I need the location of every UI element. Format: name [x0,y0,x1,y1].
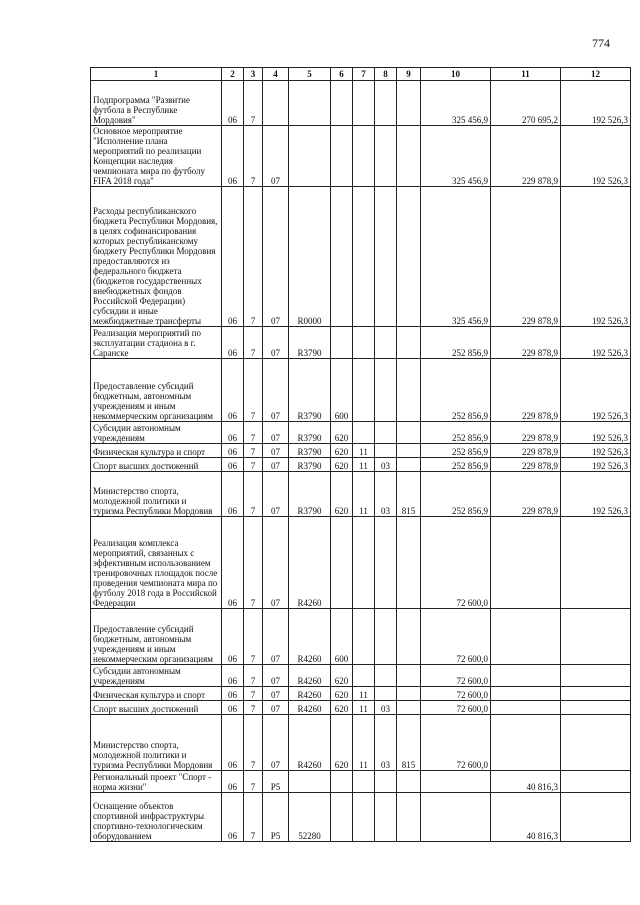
col10-value-cell [421,793,491,842]
row-name-cell: Физическая культура и спорт [91,444,222,458]
col2-cell: 06 [222,715,244,771]
col4-cell: 07 [263,422,289,444]
col3-cell: 7 [244,771,263,793]
col5-cell: R3790 [289,422,331,444]
col5-cell: R4260 [289,715,331,771]
col3-cell: 7 [244,327,263,359]
table-row [91,126,631,187]
col11-value-cell [491,609,561,665]
col12-value-cell [561,701,631,715]
col10-value-cell: 72 600,0 [421,701,491,715]
col7-cell [353,359,375,422]
col9-cell [397,422,421,444]
col9-cell [397,609,421,665]
col6-cell [331,126,353,187]
col3-cell: 7 [244,609,263,665]
row-name-cell: Министерство спорта, молодежной политики и туризма Республики Мордовия [91,472,222,517]
col4-cell [263,81,289,126]
col2-cell: 06 [222,422,244,444]
col9-cell [397,701,421,715]
col5-cell: R4260 [289,687,331,701]
col2-cell: 06 [222,793,244,842]
col8-cell [375,517,397,609]
col8-cell: 03 [375,458,397,472]
col7-cell: 11 [353,715,375,771]
col6-cell: 620 [331,422,353,444]
col7-cell [353,517,375,609]
col12-value-cell: 192 526,3 [561,458,631,472]
col7-cell: 11 [353,472,375,517]
col11-value-cell: 229 878,9 [491,458,561,472]
col11-value-cell [491,701,561,715]
col12-value-cell [561,517,631,609]
col11-value-cell: 40 816,3 [491,771,561,793]
col8-cell [375,422,397,444]
table-row [91,81,631,126]
col3-cell: 7 [244,359,263,422]
row-name-cell: Министерство спорта, молодежной политики и туризма Республики Мордовия [91,715,222,771]
col7-cell [353,327,375,359]
table-row [91,458,631,472]
table-row [91,701,631,715]
col12-value-cell [561,771,631,793]
col9-cell: 815 [397,472,421,517]
row-name-cell: Предоставление субсидий бюджетным, автономным учреждениям и иным некоммерческим организациям [91,359,222,422]
col2-cell: 06 [222,327,244,359]
row-name-cell: Физическая культура и спорт [91,687,222,701]
table-row [91,517,631,609]
row-name-cell: Подпрограмма "Развитие футбола в Республике Мордовия" [91,81,222,126]
col7-cell [353,81,375,126]
col3-cell: 7 [244,422,263,444]
col12-value-cell: 192 526,3 [561,327,631,359]
col8-cell: 03 [375,472,397,517]
col11-value-cell: 270 695,2 [491,81,561,126]
table-row [91,472,631,517]
table-row [91,771,631,793]
table-row [91,715,631,771]
row-name-cell: Спорт высших достижений [91,458,222,472]
col6-cell: 620 [331,458,353,472]
col4-cell: 07 [263,665,289,687]
col4-cell: 07 [263,687,289,701]
col4-cell: 07 [263,126,289,187]
col11-value-cell: 229 878,9 [491,472,561,517]
col2-cell: 06 [222,687,244,701]
col8-cell: 03 [375,715,397,771]
col6-cell: 600 [331,359,353,422]
col2-cell: 06 [222,359,244,422]
col3-cell: 7 [244,458,263,472]
row-name-cell: Реализация мероприятий по эксплуатации стадиона в г. Саранске [91,327,222,359]
col6-cell: 620 [331,715,353,771]
col10-value-cell: 72 600,0 [421,665,491,687]
col7-cell [353,771,375,793]
col9-cell [397,359,421,422]
col8-cell [375,126,397,187]
col4-cell: 07 [263,359,289,422]
col7-cell: 11 [353,458,375,472]
col9-cell [397,327,421,359]
col5-cell: R4260 [289,609,331,665]
col5-cell [289,81,331,126]
col10-value-cell: 252 856,9 [421,359,491,422]
col3-cell: 7 [244,517,263,609]
col8-cell [375,687,397,701]
col10-value-cell: 72 600,0 [421,609,491,665]
col3-cell: 7 [244,444,263,458]
col11-value-cell [491,517,561,609]
col5-cell: R3790 [289,444,331,458]
row-name-cell: Субсидии автономным учреждениям [91,665,222,687]
col2-cell: 06 [222,771,244,793]
col9-cell [397,793,421,842]
col11-value-cell: 229 878,9 [491,327,561,359]
col2-cell: 06 [222,458,244,472]
col10-value-cell: 252 856,9 [421,444,491,458]
col10-value-cell: 252 856,9 [421,422,491,444]
row-name-cell: Региональный проект "Спорт - норма жизни" [91,771,222,793]
col4-cell: 07 [263,701,289,715]
col8-cell [375,793,397,842]
col11-value-cell: 229 878,9 [491,187,561,327]
column-header: 4 [263,68,289,81]
table-row [91,422,631,444]
col12-value-cell [561,793,631,842]
col5-cell: R0000 [289,187,331,327]
col8-cell [375,665,397,687]
column-header: 2 [222,68,244,81]
col12-value-cell: 192 526,3 [561,444,631,458]
col3-cell: 7 [244,687,263,701]
col12-value-cell [561,687,631,701]
col5-cell [289,126,331,187]
col3-cell: 7 [244,793,263,842]
col11-value-cell: 229 878,9 [491,422,561,444]
col12-value-cell [561,665,631,687]
page-number: 774 [592,36,610,50]
column-header: 5 [289,68,331,81]
col4-cell: 07 [263,517,289,609]
col11-value-cell: 229 878,9 [491,444,561,458]
col6-cell [331,793,353,842]
col3-cell: 7 [244,472,263,517]
col2-cell: 06 [222,81,244,126]
col7-cell [353,793,375,842]
col8-cell [375,771,397,793]
col7-cell [353,126,375,187]
col8-cell: 03 [375,701,397,715]
col2-cell: 06 [222,187,244,327]
col5-cell: 52280 [289,793,331,842]
col4-cell: P5 [263,771,289,793]
row-name-cell: Реализация комплекса мероприятий, связанных с эффективным использованием тренировочных площадок после проведения чемпионата мира по футболу 2018 года в Российской Федерации [91,517,222,609]
table-row [91,444,631,458]
col2-cell: 06 [222,701,244,715]
col3-cell: 7 [244,665,263,687]
col6-cell: 620 [331,701,353,715]
col11-value-cell [491,715,561,771]
col6-cell: 620 [331,665,353,687]
col8-cell [375,359,397,422]
col9-cell [397,444,421,458]
col7-cell: 11 [353,701,375,715]
column-header: 12 [561,68,631,81]
col10-value-cell: 325 456,9 [421,81,491,126]
col10-value-cell [421,771,491,793]
col8-cell [375,327,397,359]
col4-cell: 07 [263,472,289,517]
column-header: 10 [421,68,491,81]
col6-cell: 620 [331,444,353,458]
col10-value-cell: 72 600,0 [421,715,491,771]
col12-value-cell [561,715,631,771]
row-name-cell: Расходы республиканского бюджета Республики Мордовия, в целях софинансирования которых республиканскому бюджету Республики Мордовия предоставляются из федерального бюджета (бюджетов государственных внебюджетных фондов Российской Федерации) субсидии и иные межбюджетные трансферты [91,187,222,327]
col11-value-cell [491,687,561,701]
column-header: 11 [491,68,561,81]
column-header: 7 [353,68,375,81]
table-row [91,793,631,842]
col7-cell [353,187,375,327]
col4-cell: 07 [263,458,289,472]
col2-cell: 06 [222,665,244,687]
col9-cell [397,687,421,701]
col3-cell: 7 [244,715,263,771]
col6-cell: 600 [331,609,353,665]
column-header: 3 [244,68,263,81]
col12-value-cell: 192 526,3 [561,359,631,422]
column-header: 1 [91,68,222,81]
col3-cell: 7 [244,126,263,187]
col2-cell: 06 [222,517,244,609]
table-row [91,359,631,422]
col7-cell: 11 [353,687,375,701]
col11-value-cell: 229 878,9 [491,359,561,422]
col6-cell [331,81,353,126]
col7-cell: 11 [353,444,375,458]
column-header: 8 [375,68,397,81]
col2-cell: 06 [222,126,244,187]
col10-value-cell: 72 600,0 [421,517,491,609]
col10-value-cell: 252 856,9 [421,458,491,472]
col12-value-cell: 192 526,3 [561,472,631,517]
col2-cell: 06 [222,472,244,517]
table-row [91,687,631,701]
col12-value-cell: 192 526,3 [561,126,631,187]
col2-cell: 06 [222,444,244,458]
col9-cell [397,665,421,687]
col10-value-cell: 252 856,9 [421,472,491,517]
col5-cell: R4260 [289,665,331,687]
row-name-cell: Спорт высших достижений [91,701,222,715]
col6-cell [331,517,353,609]
col6-cell: 620 [331,472,353,517]
col9-cell [397,771,421,793]
col5-cell: R4260 [289,701,331,715]
col12-value-cell: 192 526,3 [561,422,631,444]
budget-table [90,67,631,842]
col5-cell: R3790 [289,327,331,359]
col5-cell: R3790 [289,458,331,472]
col2-cell: 06 [222,609,244,665]
col10-value-cell: 325 456,9 [421,126,491,187]
col9-cell [397,187,421,327]
col6-cell [331,327,353,359]
row-name-cell: Предоставление субсидий бюджетным, автономным учреждениям и иным некоммерческим организациям [91,609,222,665]
col4-cell: P5 [263,793,289,842]
col4-cell: 07 [263,715,289,771]
col3-cell: 7 [244,187,263,327]
col8-cell [375,609,397,665]
col6-cell [331,187,353,327]
column-header: 6 [331,68,353,81]
col5-cell [289,771,331,793]
table-row [91,327,631,359]
column-header: 9 [397,68,421,81]
col11-value-cell: 40 816,3 [491,793,561,842]
col4-cell: 07 [263,444,289,458]
col10-value-cell: 252 856,9 [421,327,491,359]
col3-cell: 7 [244,701,263,715]
col12-value-cell: 192 526,3 [561,187,631,327]
col4-cell: 07 [263,327,289,359]
col12-value-cell: 192 526,3 [561,81,631,126]
row-name-cell: Основное мероприятие "Исполнение плана мероприятий по реализации Концепции наследия чемпионата мира по футболу FIFA 2018 года" [91,126,222,187]
row-name-cell: Оснащение объектов спортивной инфраструктуры спортивно-технологическим оборудованием [91,793,222,842]
col4-cell: 07 [263,609,289,665]
col3-cell: 7 [244,81,263,126]
col12-value-cell [561,609,631,665]
col9-cell [397,126,421,187]
row-name-cell: Субсидии автономным учреждениям [91,422,222,444]
col9-cell [397,81,421,126]
col5-cell: R4260 [289,517,331,609]
table-row [91,665,631,687]
col9-cell [397,517,421,609]
col8-cell [375,444,397,458]
header-row [91,68,631,81]
col9-cell: 815 [397,715,421,771]
col7-cell [353,665,375,687]
col6-cell: 620 [331,687,353,701]
col7-cell [353,609,375,665]
col5-cell: R3790 [289,359,331,422]
col10-value-cell: 325 456,9 [421,187,491,327]
col4-cell: 07 [263,187,289,327]
col10-value-cell: 72 600,0 [421,687,491,701]
table-row [91,187,631,327]
col11-value-cell [491,665,561,687]
col6-cell [331,771,353,793]
col7-cell [353,422,375,444]
col5-cell: R3790 [289,472,331,517]
col11-value-cell: 229 878,9 [491,126,561,187]
col9-cell [397,458,421,472]
col8-cell [375,187,397,327]
table-row [91,609,631,665]
col8-cell [375,81,397,126]
